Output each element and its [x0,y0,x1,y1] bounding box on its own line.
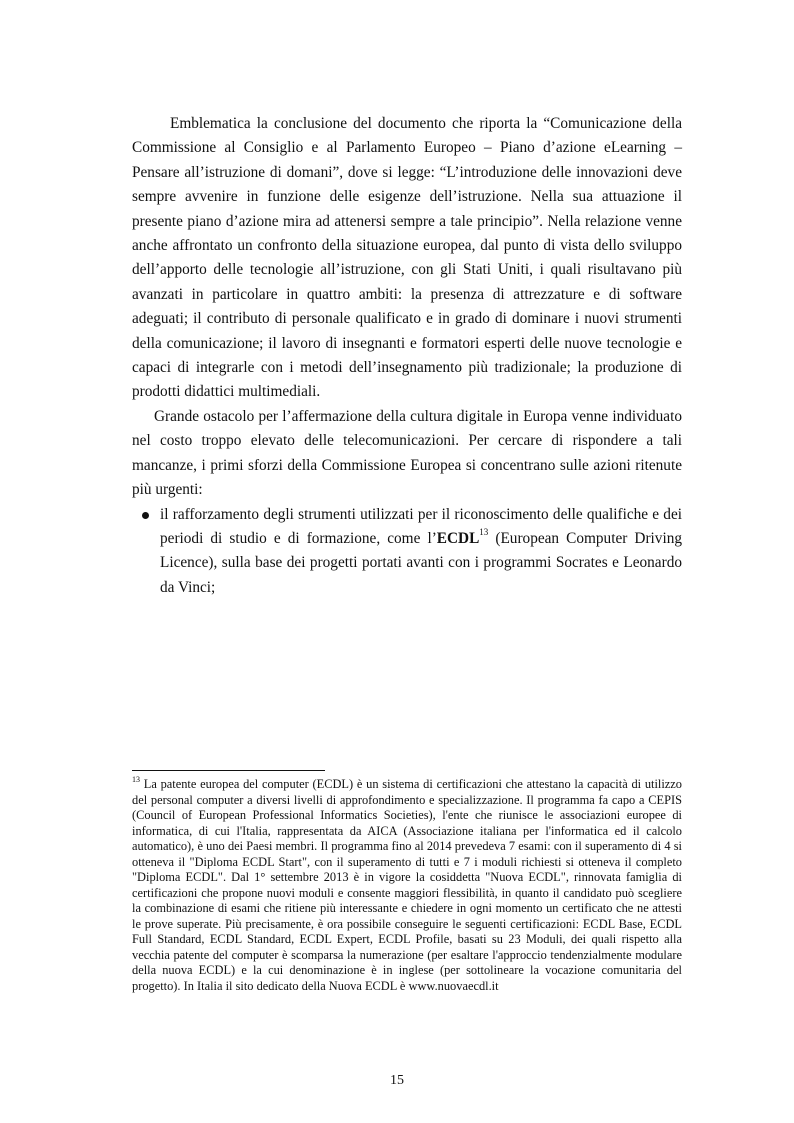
list-item [132,503,682,601]
footnote-text: La patente europea del computer (ECDL) è un sistema di certificazioni che attestano la capacità di utilizzo del personal computer a diversi livelli di approfondimento e specializzazione. Il programma fa capo a CEPIS (Council of European Professional Informatics Societies), l'ente che riunisce le associazioni europee di informatica, di cui l'Italia, rappresentata da AICA (Associazione italiana per l'informatica ed il calcolo automatico), è uno dei Paesi membri. Il programma fino al 2014 prevedeva 7 esami: con il superamento di 4 si otteneva il "Diploma ECDL Start", con il superamento di tutti e 7 i moduli richiesti si otteneva il completo "Diploma ECDL". Dal 1° settembre 2013 è in vigore la cosiddetta "Nuova ECDL", rinnovata famiglia di certificazioni che propone nuovi moduli e consente maggiori flessibilità, in quanto il candidato può scegliere la combinazione di esami che ritiene più interessante e chiedere in ogni momento un certificato che ne attesti le prove superate. Più precisamente, è ora possibile conseguire le seguenti certificazioni: ECDL Base, ECDL Full Standard, ECDL Standard, ECDL Expert, ECDL Profile, basati su 23 Moduli, dei quali rispetto alla vecchia patente del computer è scomparsa la numerazione (per esaltare l'approccio tendenzialmente modulare della nuova ECDL) e la cui denominazione è in inglese (per sottolineare la vocazione comunitaria del progetto). In Italia il sito dedicato della Nuova ECDL è www.nuovaecdl.it [132,777,682,993]
bullet-text-before: il rafforzamento degli strumenti utilizzati per il riconoscimento delle qualifiche e dei periodi di studio e di formazione, come l’ [160,505,682,547]
footnote-number: 13 [132,774,140,784]
bullet-icon [142,512,149,519]
paragraph-1: Emblematica la conclusione del documento che riporta la “Comunicazione della Commissione al Consiglio e al Parlamento Europeo – Piano d’azione eLearning – Pensare all’istruzione di domani”, dove si legge: “L’introduzione delle innovazioni deve sempre avvenire in funzione delle esigenze dell’istruzione. Nella sua attuazione il presente piano d’azione mira ad attenersi sempre a tale principio”. Nella relazione venne anche affrontato un confronto della situazione europea, dal punto di vista dello sviluppo dell’apporto delle tecnologie all’istruzione, con gli Stati Uniti, i quali risultavano più avanzati in particolare in quattro ambiti: la presenza di attrezzature e di software adeguati; il contributo di personale qualificato e in grado di dominare i nuovi strumenti della comunicazione; il lavoro di insegnanti e formatori esperti delle nuove tecnologie e capaci di integrarle con i metodi dell’insegnamento più tradizionale; la produzione di prodotti didattici multimediali. [132,115,682,401]
footnote [132,774,682,994]
footnote-divider [132,770,325,771]
bullet-text-after: (European Computer Driving Licence), sulla base dei progetti portati avanti con i programmi Socrates e Leonardo da Vinci; [160,529,682,596]
bullet-list [132,503,682,601]
body-text [132,112,682,600]
ecdl-term: ECDL [436,529,480,547]
page-number: 15 [390,1073,404,1088]
paragraph-2: Grande ostacolo per l’affermazione della cultura digitale in Europa venne individuato nel costo troppo elevato delle telecomunicazioni. Per cercare di rispondere a tali mancanze, i primi sforzi della Commissione Europea si concentrano sulle azioni ritenute più urgenti: [132,407,682,499]
footnote-reference[interactable]: 13 [479,526,489,537]
